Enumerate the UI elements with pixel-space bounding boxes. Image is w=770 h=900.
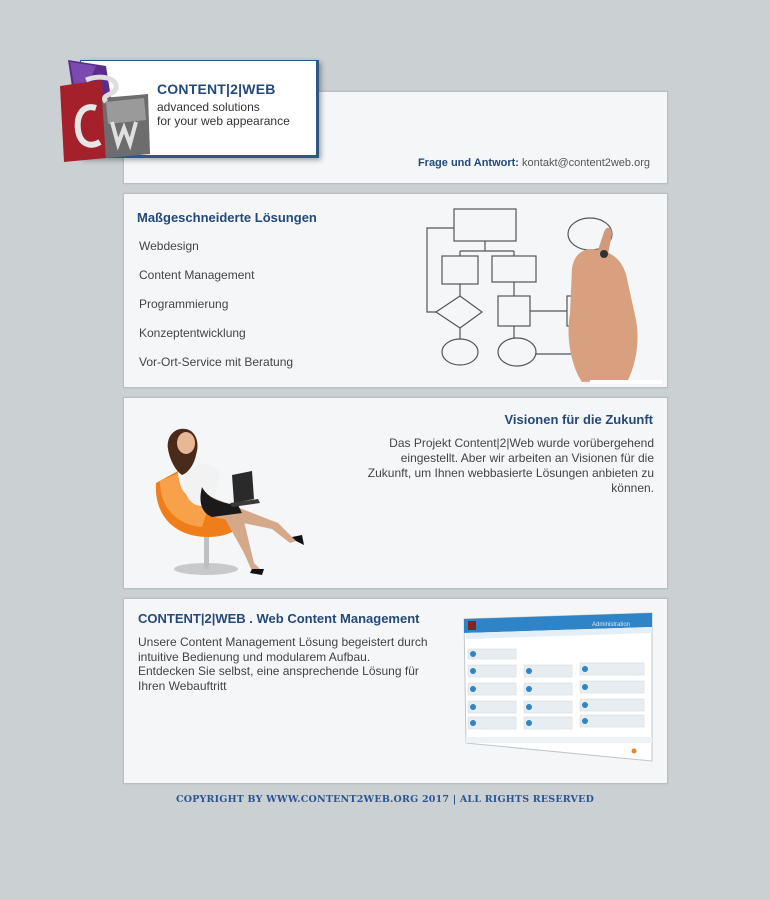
logo-letters: CW bbox=[56, 45, 83, 62]
service-item-konzeptentwicklung: Konzeptentwicklung bbox=[139, 326, 246, 340]
service-item-content-management: Content Management bbox=[139, 268, 255, 282]
copyright-footer: COPYRIGHT BY WWW.CONTENT2WEB.ORG 2017 | ALL RIGHTS RESERVED bbox=[175, 794, 595, 805]
service-item-vor-ort-service: Vor-Ort-Service mit Beratung bbox=[139, 355, 294, 369]
brand-tagline-2: for your web appearance bbox=[157, 114, 290, 128]
cms-panel bbox=[123, 598, 668, 784]
vision-text: Das Projekt Content|2|Web wurde vorübergehend eingestellt. Aber wir arbeiten an Visionen für die Zukunft, um Ihnen webbasierte Lösungen anbieten zu können. bbox=[367, 436, 654, 495]
vision-panel bbox=[123, 397, 668, 589]
admin-screenshot-thumbnail[interactable] bbox=[464, 613, 654, 761]
woman-with-laptop-illustration bbox=[146, 413, 336, 579]
cms-text-2: Entdecken Sie selbst, eine ansprechende Lösung für Ihren Webauftritt bbox=[138, 664, 419, 693]
brand-tagline-1: advanced solutions bbox=[157, 100, 260, 114]
cms-description bbox=[138, 635, 438, 693]
admin-screenshot-title: Administration bbox=[592, 622, 631, 628]
contact-label: Frage und Antwort: bbox=[417, 157, 519, 169]
brand-title: CONTENT|2|WEB bbox=[157, 81, 276, 97]
services-panel bbox=[123, 193, 668, 388]
services-title: Maßgeschneiderte Lösungen bbox=[137, 210, 317, 225]
logo-emblem-icon bbox=[56, 45, 156, 168]
services-list bbox=[139, 239, 293, 384]
contact-line bbox=[418, 157, 650, 169]
contact-email-link[interactable]: kontakt@content2web.org bbox=[522, 157, 650, 169]
cms-text-1: Unsere Content Management Lösung begeistert durch intuitive Bedienung und modularem Aufbau. bbox=[138, 635, 428, 664]
service-item-programmierung: Programmierung bbox=[139, 297, 229, 311]
service-item-webdesign: Webdesign bbox=[139, 239, 199, 253]
cms-title: CONTENT|2|WEB . Web Content Management bbox=[138, 611, 420, 626]
flowchart-illustration bbox=[422, 204, 662, 384]
vision-title: Visionen für die Zukunft bbox=[504, 412, 653, 427]
